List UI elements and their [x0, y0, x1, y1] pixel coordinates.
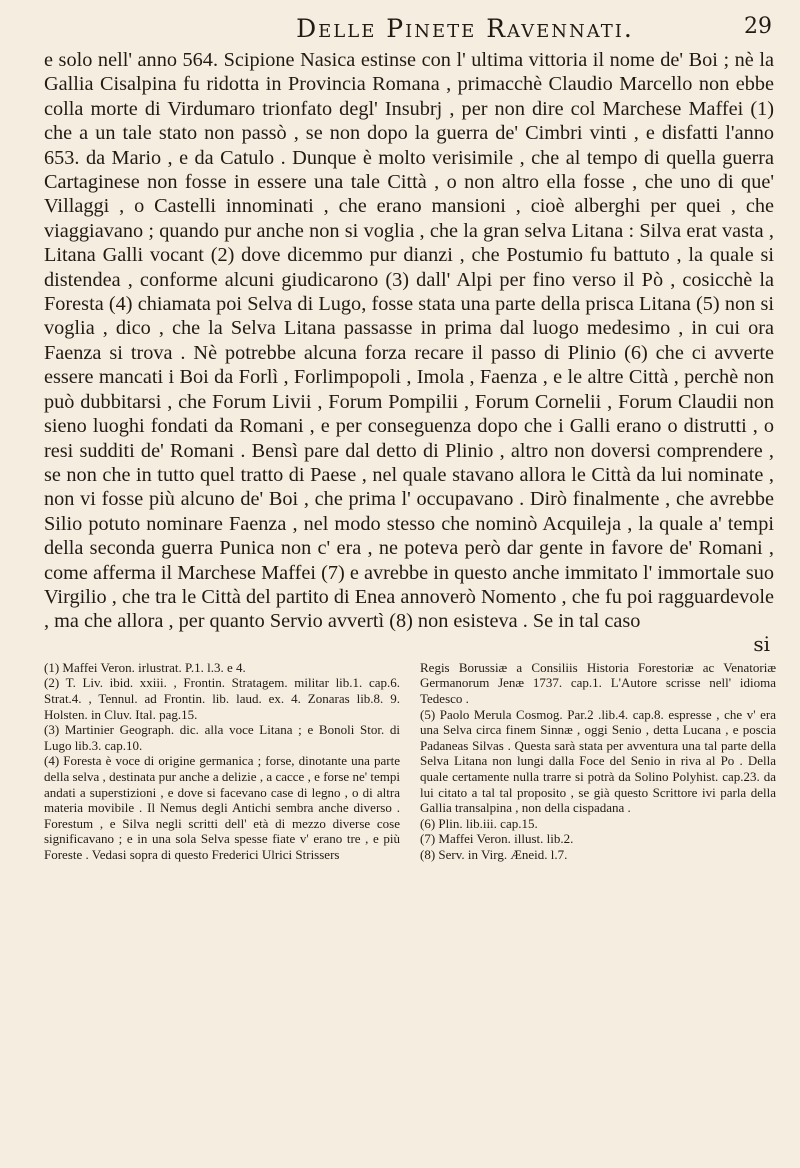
- footnote-4-continued: Regis Borussiæ a Consiliis Historia Forestoriæ ac Venatoriæ Germanorum Jenæ 1737. cap.1. L'Autore scrisse nell' idioma Tedesco .: [420, 659, 776, 706]
- footnote-8: (8) Serv. in Virg. Æneid. l.7.: [420, 846, 568, 862]
- footnote-4: (4) Foresta è voce di origine germanica ; forse, dinotante una parte della selva , destinata pur anche a delizie , a cacce , e forse ne' tempi andati a superstizioni , e dove si facevano case di legno , o di altra materia movibile . Il Nemus degli Antichi sembra anche diverso . Forestum , e Silva negli scritti dell' età di mezzo diverse cose significavano ; e in una sola Selva spesse fiate v' erano tre , e più Foreste . Vedasi sopra di questo Frederici Ulrici Strissers: [44, 753, 400, 862]
- catchword: si: [753, 631, 770, 656]
- footnote-5: (5) Paolo Merula Cosmog. Par.2 .lib.4. cap.8. espresse , che v' era una Selva circa finem Sinnæ , oggi Senio , detta Lucana , e poscia Padaneas Silvas . Questa sarà stata per avventura una tal parte della Selva Litana non lungi dalla Foce del Senio in riva al Po . Della quale certamente nulla trarre si potrà da Solino Polyhist. cap.23. da lui citato a tal tal proposito , se già questo Scrittore ivi parla della Gallia transalpina , non della cispadana .: [420, 706, 776, 816]
- footnotes: [40, 660, 780, 863]
- running-title: Delle Pinete Ravennati.: [296, 14, 634, 43]
- footnotes-right-column: [420, 660, 776, 863]
- page-number: 29: [744, 14, 772, 39]
- footnote-6: (6) Plin. lib.iii. cap.15.: [420, 815, 538, 831]
- page-header: [40, 14, 780, 44]
- main-paragraph: e solo nell' anno 564. Scipione Nasica estinse con l' ultima vittoria il nome de' Boi ; nè la Gallia Cisalpina fu ridotta in Provincia Romana , primacchè Claudio Marcello non ebbe colla morte di Virdumaro trionfato degl' Insubrj , per non dire col Marchese Maffei (1) che a un tale stato non passò , se non dopo la guerra de' Cimbri vinti , e disfatti l'anno 653. da Mario , e da Catulo . Dunque è molto verisimile , che al tempo di quella guerra Cartaginese non fosse in essere una tale Città , o non altro ella fosse , che uno di que' Villaggi , o Castelli innominati , che erano mansioni , cioè alberghi per quei , che viaggiavano ; quando pur anche non si voglia , che la gran selva Litana : Silva erat vasta , Litana Galli vocant (2) dove dicemmo pur dianzi , che Postumio fu battuto , la quale si distendea , conforme alcuni giudicarono (3) dall' Alpi per fino verso il Pò , cosicchè la Foresta (4) chiamata poi Selva di Lugo, fosse stata una parte della prisca Litana (5) non si voglia , dico , che la Selva Litana passasse in prima dal luogo medesimo , in cui ora Faenza si trova . Nè potrebbe alcuna forza recare il passo di Plinio (6) che ci avverte essere mancati i Boi da Forlì , Forlimpopoli , Imola , Faenza , e le altre Città , perchè non può dubbitarsi , che Forum Livii , Forum Pompilii , Forum Cornelii , Forum Claudii non sieno luoghi fondati da Romani , e per conseguenza dopo che i Galli erano o distrutti , o resi sudditi de' Romani . Bensì pare dal detto di Plinio , altro non doversi comprendere , se non che in tutto quel tratto di Paese , nel quale stavano allora le Città da lui nominate , non vi fosse più alcuno de' Boi , che prima l' occupavano . Dirò finalmente , che avrebbe Silio potuto nominare Faenza , nel modo stesso che nominò Acquileja , la quale a' tempi della seconda guerra Punica non c' era , ne poteva però dar gente in favore de' Romani , come afferma il Marchese Maffei (7) e avrebbe in questo anche immitato l' immortale suo Virgilio , che tra le Città del partito di Enea annoverò Nomento , che fu poi ragguardevole , ma che allora , per quanto Servio avvertì (8) non esisteva . Se in tal caso: [44, 49, 774, 633]
- footnotes-left-column: [44, 660, 400, 863]
- footnote-1: (1) Maffei Veron. irlustrat. P.1. l.3. e 4.: [44, 659, 246, 675]
- footnote-2: (2) T. Liv. ibid. xxiii. , Frontin. Stratagem. militar lib.1. cap.6. Strat.4. , Tennul. ad Frontin. lib. laud. ex. 4. Zonaras lib.8. 9. Holsten. in Cluv. Ital. pag.15.: [44, 675, 400, 722]
- footnote-7: (7) Maffei Veron. illust. lib.2.: [420, 831, 574, 847]
- footnote-3: (3) Martinier Geograph. dic. alla voce Litana ; e Bonoli Stor. di Lugo lib.3. cap.10.: [44, 722, 400, 753]
- book-page: [40, 14, 780, 862]
